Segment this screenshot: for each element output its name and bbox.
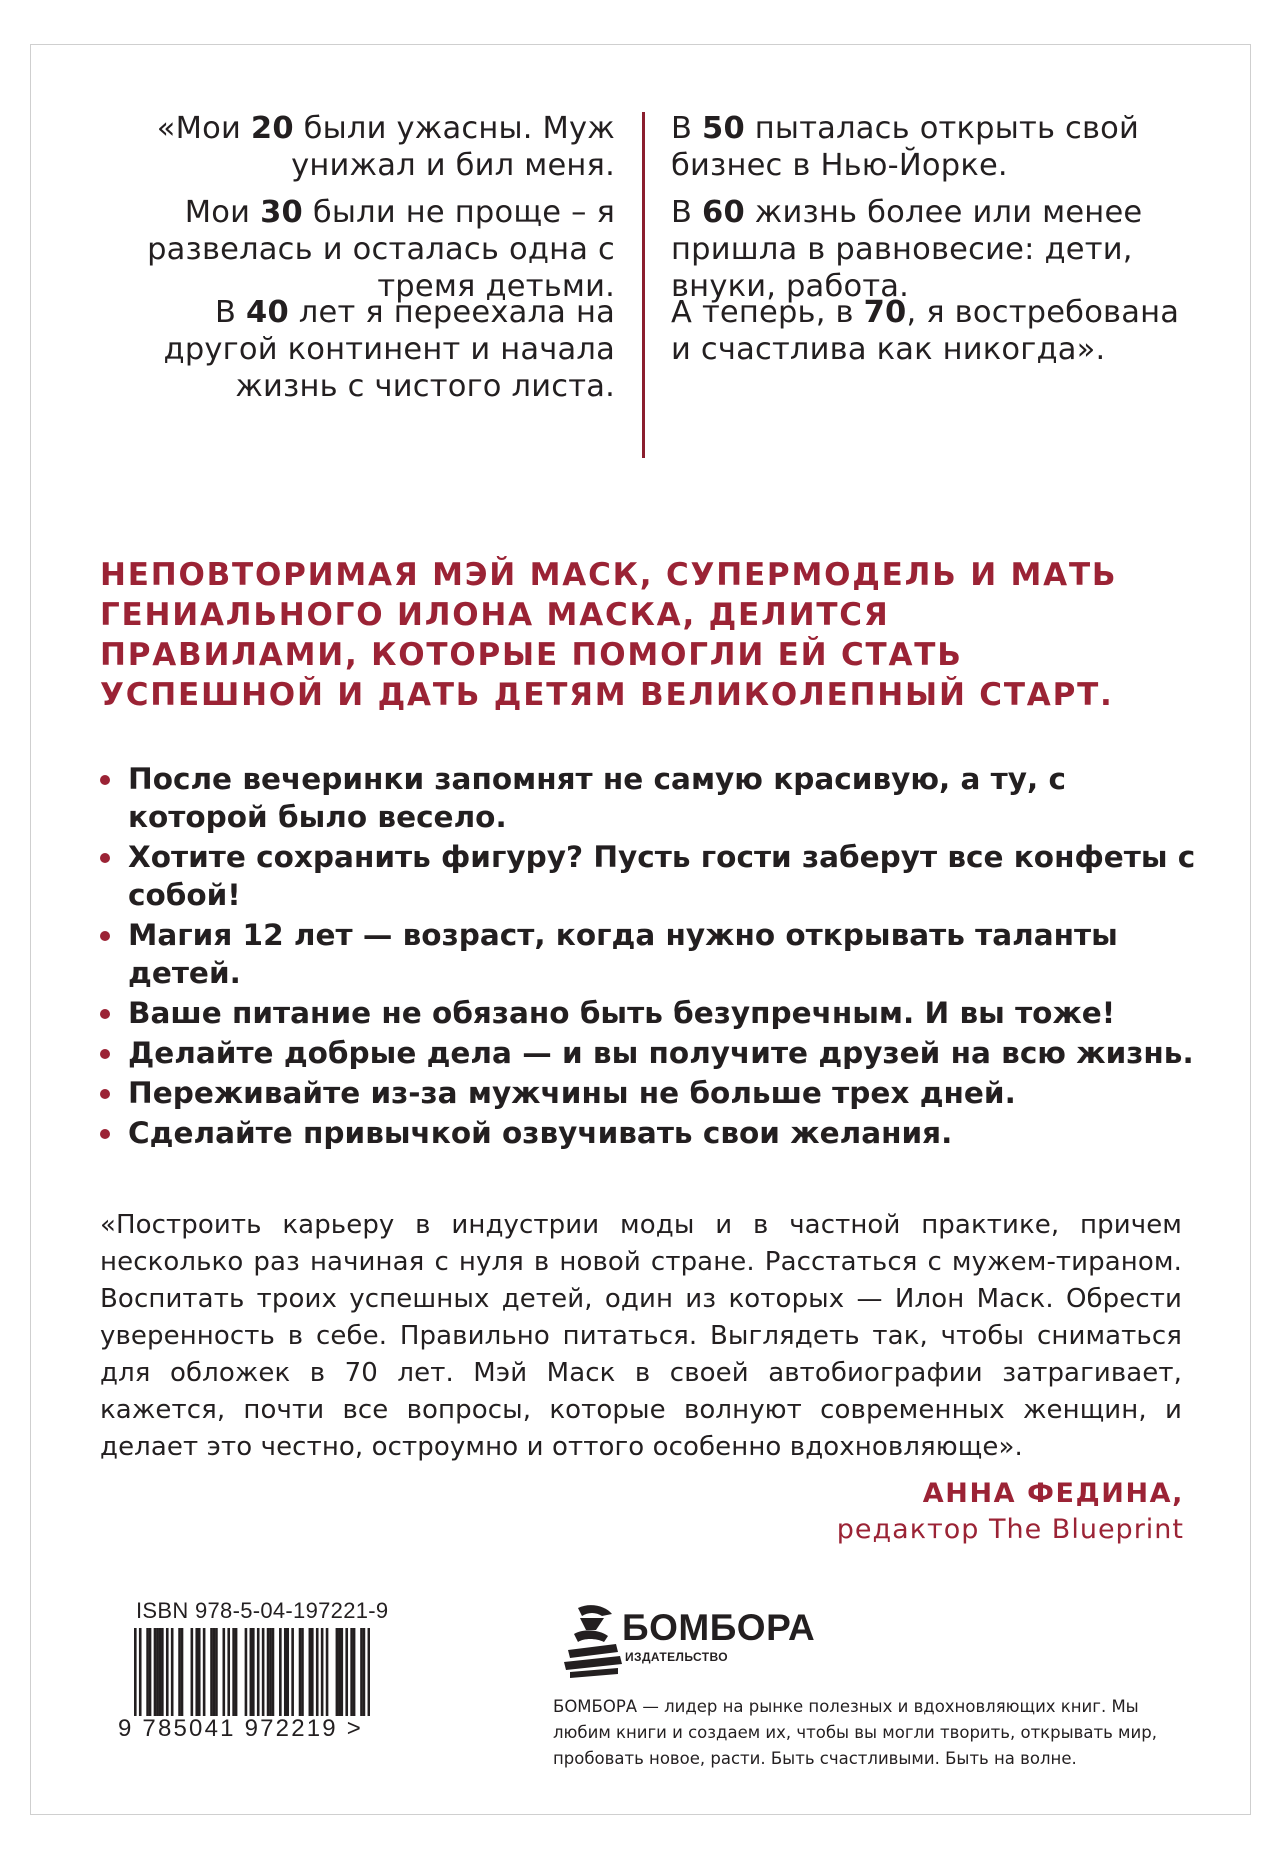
barcode-bar [139,1628,142,1716]
barcode-bar [161,1628,164,1716]
bullet-icon [100,931,110,941]
barcode-bar [326,1628,329,1716]
quote-paragraph-50s [671,110,1191,184]
list-item-text: Ваше питание не обязано быть безупречным. И вы тоже! [128,996,1116,1030]
text: пыталась открыть свой бизнес в Нью-Йорке. [671,111,1140,183]
barcode [134,1628,370,1716]
list-item [98,1034,1198,1072]
barcode-bar [345,1628,348,1716]
text: В [671,195,703,230]
barcode-bar [360,1628,363,1716]
text: , я востребована и счастлива как никогда». [671,295,1180,367]
barcode-bar [210,1628,213,1716]
rules-list [98,760,1198,1152]
list-item-text: Делайте добрые дела — и вы получите друзей на всю жизнь. [128,1036,1194,1070]
barcode-bar [252,1628,255,1716]
text: были не проще – я развелась и осталась одна с тремя детьми. [147,195,615,304]
barcode-bar [257,1628,260,1716]
publisher-sub: ИЗДАТЕЛЬСТВО [625,1650,729,1664]
publisher-brand: БОМБОРА [622,1607,816,1648]
age-number: 30 [260,195,303,230]
barcode-bar [227,1628,230,1716]
barcode-bar [272,1628,275,1716]
text: лет я переехала на другой континент и начала жизнь с чистого листа. [163,295,615,404]
bullet-icon [100,1089,110,1099]
list-item-text: Хотите сохранить фигуру? Пусть гости заберут все конфеты с собой! [128,840,1196,912]
barcode-bar [299,1628,302,1716]
barcode-bar [213,1628,216,1716]
barcode-bar [269,1628,272,1716]
list-item [98,838,1198,914]
barcode-bar [321,1628,324,1716]
barcode-bar [232,1628,235,1716]
column-divider [642,112,645,458]
barcode-bar [156,1628,159,1716]
age-number: 70 [863,295,907,330]
list-item-text: Переживайте из-за мужчины не больше трех дней. [128,1076,1016,1110]
barcode-bar [284,1628,287,1716]
text: жизнь более или менее пришла в равновесие: дети, внуки, работа. [671,195,1143,304]
barcode-bar [159,1628,162,1716]
barcode-bar [191,1628,194,1716]
text: «Мои [156,111,251,146]
barcode-bar [198,1628,201,1716]
barcode-bar [301,1628,304,1716]
bullet-icon [100,853,110,863]
headline: НЕПОВТОРИМАЯ МЭЙ МАСК, СУПЕРМОДЕЛЬ И МАТЬ ГЕНИАЛЬНОГО ИЛОНА МАСКА, ДЕЛИТСЯ ПРАВИЛАМИ, КОТОРЫЕ ПОМОГЛИ ЕЙ СТАТЬ УСПЕШНОЙ И ДАТЬ ДЕТЯМ ВЕЛИКОЛЕПНЫЙ СТАРТ. [100,557,1118,713]
text: А теперь, в [671,295,864,330]
author-role: редактор The Blueprint [836,1514,1184,1545]
isbn: ISBN 978-5-04-197221-9 [136,1598,389,1623]
bullet-icon [100,775,110,785]
bullet-icon [100,1129,110,1139]
barcode-bar [166,1628,169,1716]
review-quote: «Построить карьеру в индустрии моды и в частной практике, причем несколько раз начиная с нуля в новой стране. Расстаться с мужем-тираном. Воспитать троих успешных детей, один из которых — Илон Маск. Обрести уверенность в себе. Правильно питаться. Выглядеть так, чтобы сниматься для обложек в 70 лет. Мэй Маск в своей автобиографии затрагивает, кажется, почти все вопросы, которые волнуют современных женщин, и делает это честно, остроумно и оттого особенно вдохновляюще». [100,1210,1182,1462]
barcode-bar [336,1628,339,1716]
list-item [98,1074,1198,1112]
barcode-bar [309,1628,312,1716]
barcode-bar [245,1628,248,1716]
barcode-bar [203,1628,206,1716]
barcode-bar [178,1628,181,1716]
quote-paragraph-30s [110,194,615,305]
text: были ужасны. Муж унижал и бил меня. [291,111,615,183]
age-number: 40 [246,295,289,330]
age-number: 50 [702,111,745,146]
barcode-bar [262,1628,265,1716]
quote-paragraph-40s [110,294,615,405]
barcode-bar [291,1628,294,1716]
barcode-bar [286,1628,289,1716]
bullet-icon [100,1049,110,1059]
barcode-bar [341,1628,344,1716]
list-item [98,760,1198,836]
barcode-bar [149,1628,152,1716]
barcode-bar [267,1628,270,1716]
publisher-description: БОМБОРА — лидер на рынке полезных и вдохновляющих книг. Мы любим книги и создаем их, чтобы вы могли творить, открывать мир, пробовать новое, расти. Быть счастливыми. Быть на волне. [553,1697,1157,1768]
barcode-bar [279,1628,282,1716]
barcode-bar [181,1628,184,1716]
quote-paragraph-60s [671,194,1191,305]
list-item-text: Магия 12 лет — возраст, когда нужно открывать таланты детей. [128,918,1118,990]
barcode-bar [363,1628,366,1716]
list-item [98,916,1198,992]
text: В [215,295,247,330]
barcode-bar [154,1628,157,1716]
barcode-bar [235,1628,238,1716]
publisher-logo-icon [560,1600,630,1678]
quote-paragraph-20s [110,110,615,184]
barcode-bar [250,1628,253,1716]
barcode-bar [195,1628,198,1716]
list-item-text: После вечеринки запомнят не самую красивую, а ту, с которой было весело. [128,762,1066,834]
barcode-bar [316,1628,319,1716]
barcode-bar [353,1628,356,1716]
barcode-bar [311,1628,314,1716]
barcode-bar [350,1628,353,1716]
list-item [98,994,1198,1032]
text: В [671,111,703,146]
quote-paragraph-70s [671,294,1191,368]
barcode-bar [223,1628,226,1716]
text: Мои [184,195,261,230]
barcode-bar [368,1628,370,1716]
age-number: 20 [250,111,294,146]
barcode-bar [215,1628,218,1716]
barcode-bar [134,1628,137,1716]
list-item [98,1114,1198,1152]
list-item-text: Сделайте привычкой озвучивать свои желания. [128,1116,953,1150]
bullet-icon [100,1009,110,1019]
barcode-bar [146,1628,149,1716]
review-author [837,1476,1184,1548]
barcode-bar [171,1628,174,1716]
age-number: 60 [702,195,745,230]
barcode-bar [338,1628,341,1716]
barcode-digits: 9 785041 972219 > [118,1715,363,1742]
author-name: АННА ФЕДИНА, [922,1478,1184,1509]
